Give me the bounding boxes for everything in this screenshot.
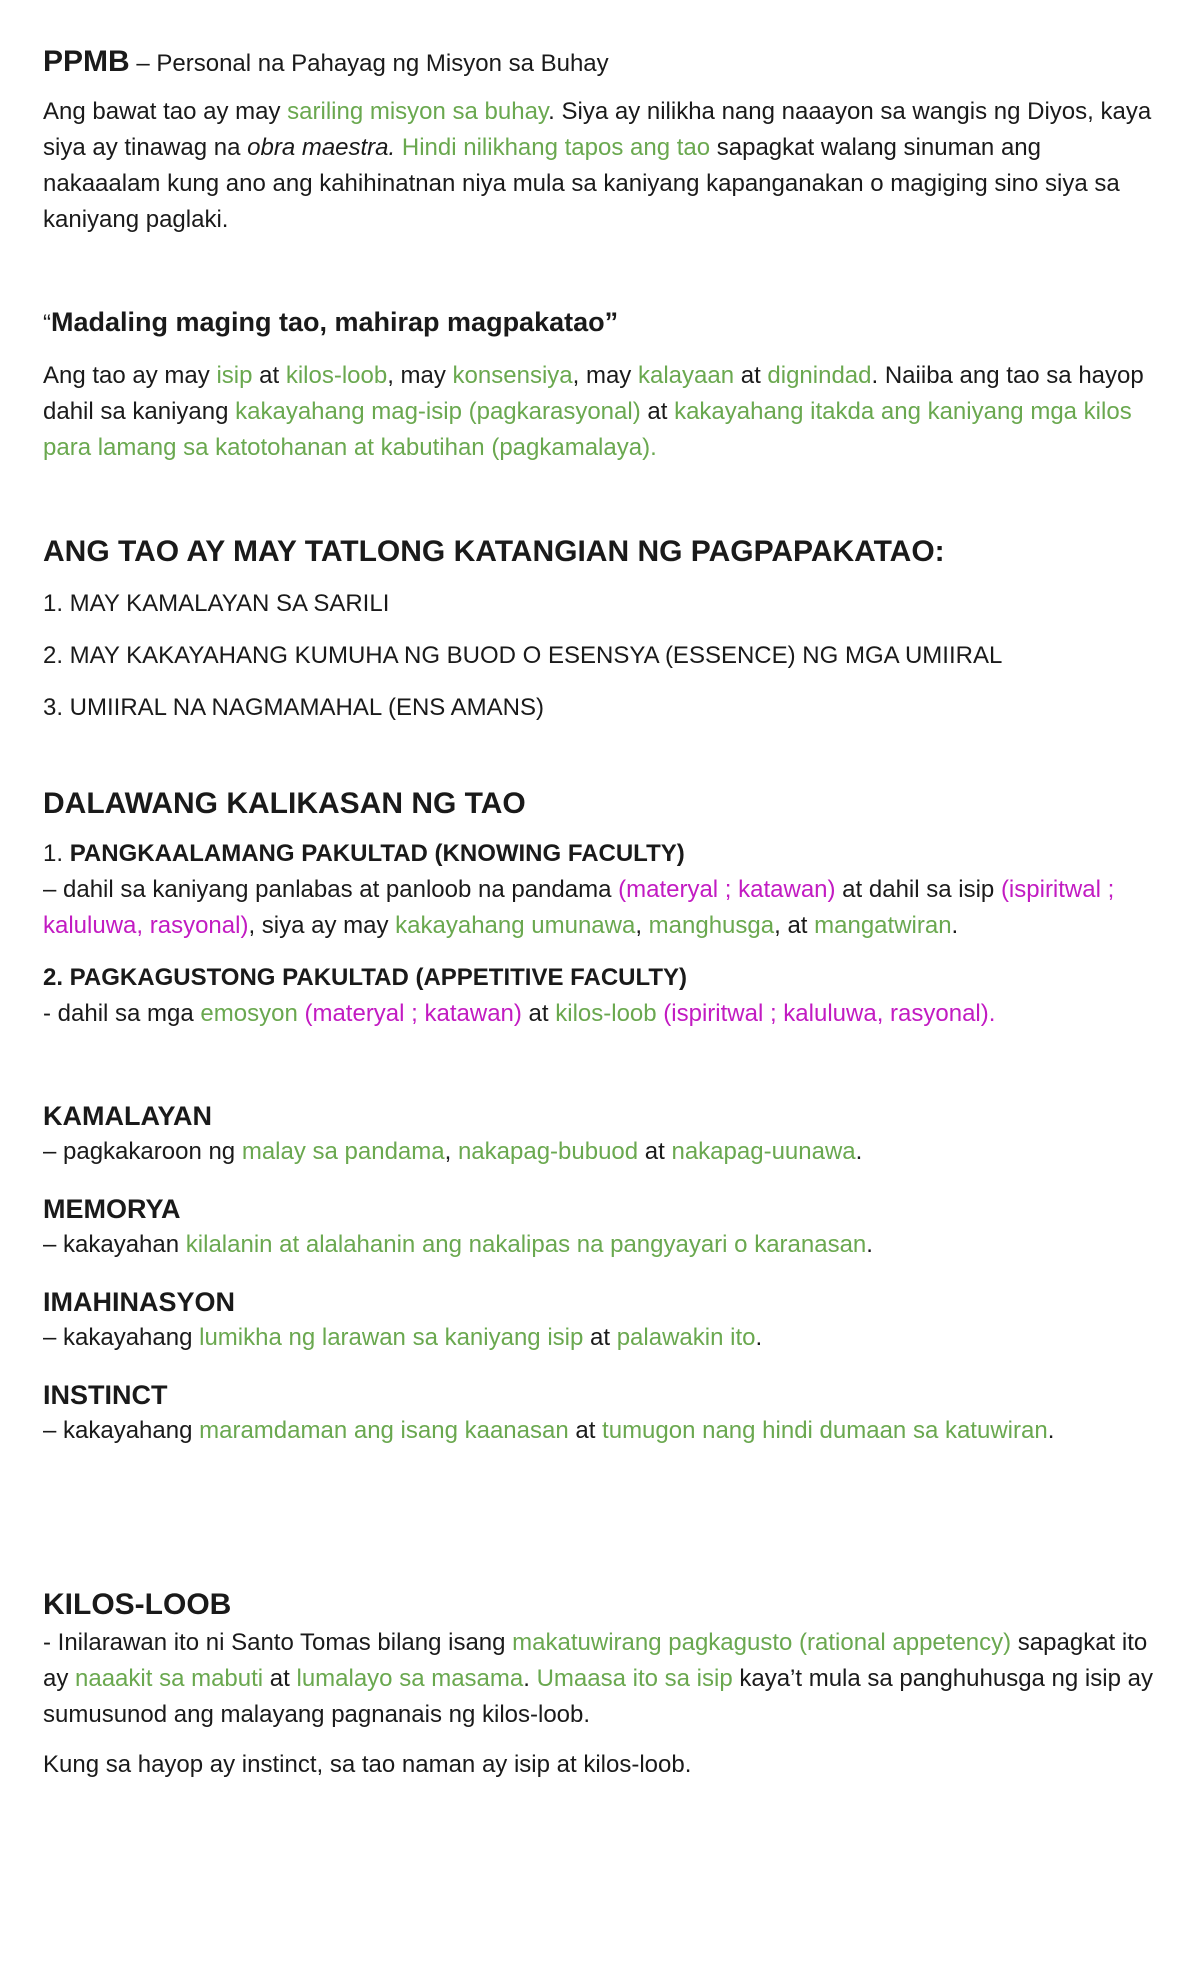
text-run: - dahil sa mga [43, 1000, 201, 1027]
text-run: . [755, 1324, 763, 1351]
text-run: – pagkakaroon ng [43, 1138, 242, 1165]
term-title: KAMALAYAN [43, 1101, 213, 1131]
kilosloob-paragraph [43, 1625, 1157, 1733]
text-run: , [444, 1138, 458, 1165]
text-run: – kakayahang [43, 1324, 200, 1351]
term-kamalayan [43, 1098, 1157, 1170]
kilosloob-summary: Kung sa hayop ay instinct, sa tao naman ay isip at kilos-loob. [43, 1751, 692, 1778]
ppmb-title [43, 44, 1157, 82]
term-description [43, 1320, 1157, 1356]
term-title: MEMORYA [43, 1194, 181, 1224]
highlight-green: malay sa pandama [241, 1138, 445, 1165]
highlight-green: kilos-loob [555, 1000, 657, 1027]
quote-heading-text: Madaling maging tao, mahirap magpakatao” [51, 307, 619, 337]
text-run [395, 134, 402, 161]
text-run: , [635, 912, 649, 939]
highlight-green: kakayahang umunawa [395, 912, 636, 939]
text-run: sapagkat walang sinuman ang nakaaalam kung ano ang kahihinatnan niya mula sa kaniyang kapanganakan o magiging sino siya sa kaniyang paglaki. [43, 134, 1120, 233]
highlight-green: maramdaman ang isang kaanasan [199, 1417, 569, 1444]
katangian-section [43, 532, 1157, 726]
highlight-magenta: (ispiritwal ; kaluluwa, rasyonal). [663, 1000, 996, 1027]
quote-section [43, 304, 1157, 466]
appetitive-faculty [43, 960, 1157, 1032]
highlight-green: palawakin ito [616, 1324, 756, 1351]
kalikasan-section [43, 784, 1157, 1032]
highlight-green: lumikha ng larawan sa kaniyang isip [199, 1324, 584, 1351]
text-run: Ang bawat tao ay may [43, 98, 288, 125]
highlight-green: dignindad [767, 362, 872, 389]
text-run: at [583, 1324, 617, 1351]
ppmb-paragraph [43, 94, 1157, 238]
term-title: IMAHINASYON [43, 1287, 236, 1317]
kalikasan-heading: DALAWANG KALIKASAN NG TAO [43, 787, 526, 820]
quote-paragraph [43, 358, 1157, 466]
highlight-green: manghusga [648, 912, 775, 939]
highlight-green: konsensiya [452, 362, 573, 389]
highlight-green: emosyon [200, 1000, 298, 1027]
text-run: . [951, 912, 959, 939]
term-title: INSTINCT [43, 1380, 168, 1410]
italic-term: obra maestra. [247, 134, 396, 161]
highlight-magenta: (materyal ; katawan) [618, 876, 836, 903]
text-run: – kakayahan [43, 1231, 186, 1258]
highlight-green: nakapag-uunawa [671, 1138, 856, 1165]
text-run: kaya’t mula sa panghuhusga ng isip ay sumusunod ang malayang pagnanais ng kilos-loob. [43, 1665, 1153, 1728]
text-run: – dahil sa kaniyang panlabas at panloob na pandama [43, 876, 619, 903]
highlight-green: nakapag-bubuod [457, 1138, 639, 1165]
knowing-faculty [43, 836, 1157, 944]
highlight-green: kakayahang itakda ang kaniyang mga kilos para lamang sa katotohanan at kabutihan (pagkamalaya). [43, 398, 1132, 461]
text-run: at dahil sa isip [835, 876, 1001, 903]
text-run: at [568, 1417, 603, 1444]
terms-section [43, 1098, 1157, 1449]
text-run: . Siya ay nilikha nang naaayon sa wangis ng Diyos, kaya siya ay tinawag na [43, 98, 1152, 161]
ppmb-title-full: – Personal na Pahayag ng Misyon sa Buhay [129, 50, 609, 77]
text-run: - Inilarawan ito ni Santo Tomas bilang isang [43, 1629, 513, 1656]
text-run: . [866, 1231, 873, 1258]
highlight-green: Hindi nilikhang tapos ang tao [401, 134, 711, 161]
text-run: . Naiiba ang tao sa hayop dahil sa kaniyang [43, 362, 1144, 425]
highlight-green: tumugon nang hindi dumaan sa katuwiran [602, 1417, 1048, 1444]
highlight-green: isip [216, 362, 253, 389]
term-description [43, 1227, 1157, 1263]
knowing-faculty-title: PANGKAALAMANG PAKULTAD (KNOWING FACULTY) [69, 840, 685, 867]
highlight-green: mangatwiran [814, 912, 952, 939]
highlight-green: sariling misyon sa buhay [287, 98, 549, 125]
open-quote-mark: “ [43, 310, 51, 337]
highlight-green: kakayahang mag-isip (pagkarasyonal) [235, 398, 641, 425]
text-run: . [1047, 1417, 1055, 1444]
text-run: – kakayahang [43, 1417, 200, 1444]
text-run: sapagkat ito ay [43, 1629, 1148, 1692]
text-run: at [521, 1000, 556, 1027]
highlight-magenta: (materyal ; katawan) [304, 1000, 522, 1027]
text-run: . [523, 1665, 537, 1692]
item-number: 1. [43, 840, 70, 867]
appetitive-faculty-title: 2. PAGKAGUSTONG PAKULTAD (APPETITIVE FACULTY) [43, 964, 688, 991]
text-run: at [734, 362, 768, 389]
ppmb-title-abbrev: PPMB [43, 45, 130, 78]
katangian-heading: ANG TAO AY MAY TATLONG KATANGIAN NG PAGPAPAKATAO: [43, 535, 945, 568]
text-run: at [252, 362, 286, 389]
kilosloob-heading: KILOS-LOOB [43, 1588, 232, 1621]
term-memorya [43, 1191, 1157, 1263]
term-instinct [43, 1377, 1157, 1449]
highlight-green: lumalayo sa masama [296, 1665, 524, 1692]
kilosloob-section [43, 1585, 1157, 1783]
term-imahinasyon [43, 1284, 1157, 1356]
text-run: at [640, 398, 675, 425]
list-item: 2. MAY KAKAYAHANG KUMUHA NG BUOD O ESENSYA (ESSENCE) NG MGA UMIIRAL [43, 642, 1003, 669]
text-run: , may [572, 362, 638, 389]
list-item: 3. UMIIRAL NA NAGMAMAHAL (ENS AMANS) [43, 694, 544, 721]
highlight-green: naaakit sa mabuti [75, 1665, 264, 1692]
text-run: , siya ay may [248, 912, 396, 939]
highlight-green: kalayaan [637, 362, 735, 389]
highlight-green: Umaasa ito sa isip [536, 1665, 733, 1692]
list-item: 1. MAY KAMALAYAN SA SARILI [43, 590, 390, 617]
term-description [43, 1134, 1157, 1170]
highlight-green: kilos-loob [285, 362, 388, 389]
text-run: at [638, 1138, 672, 1165]
highlight-magenta: (ispiritwal ; kaluluwa, rasyonal) [43, 876, 1115, 939]
term-description [43, 1413, 1157, 1449]
text-run: , may [387, 362, 453, 389]
text-run: , at [774, 912, 815, 939]
text-run: Ang tao ay may [43, 362, 217, 389]
ppmb-section [43, 44, 1157, 238]
text-run: at [263, 1665, 297, 1692]
quote-heading [43, 304, 1157, 342]
highlight-green: makatuwirang pagkagusto (rational appetency) [512, 1629, 1012, 1656]
highlight-green: kilalanin at alalahanin ang nakalipas na pangyayari o karanasan [185, 1231, 867, 1258]
text-run: . [855, 1138, 863, 1165]
